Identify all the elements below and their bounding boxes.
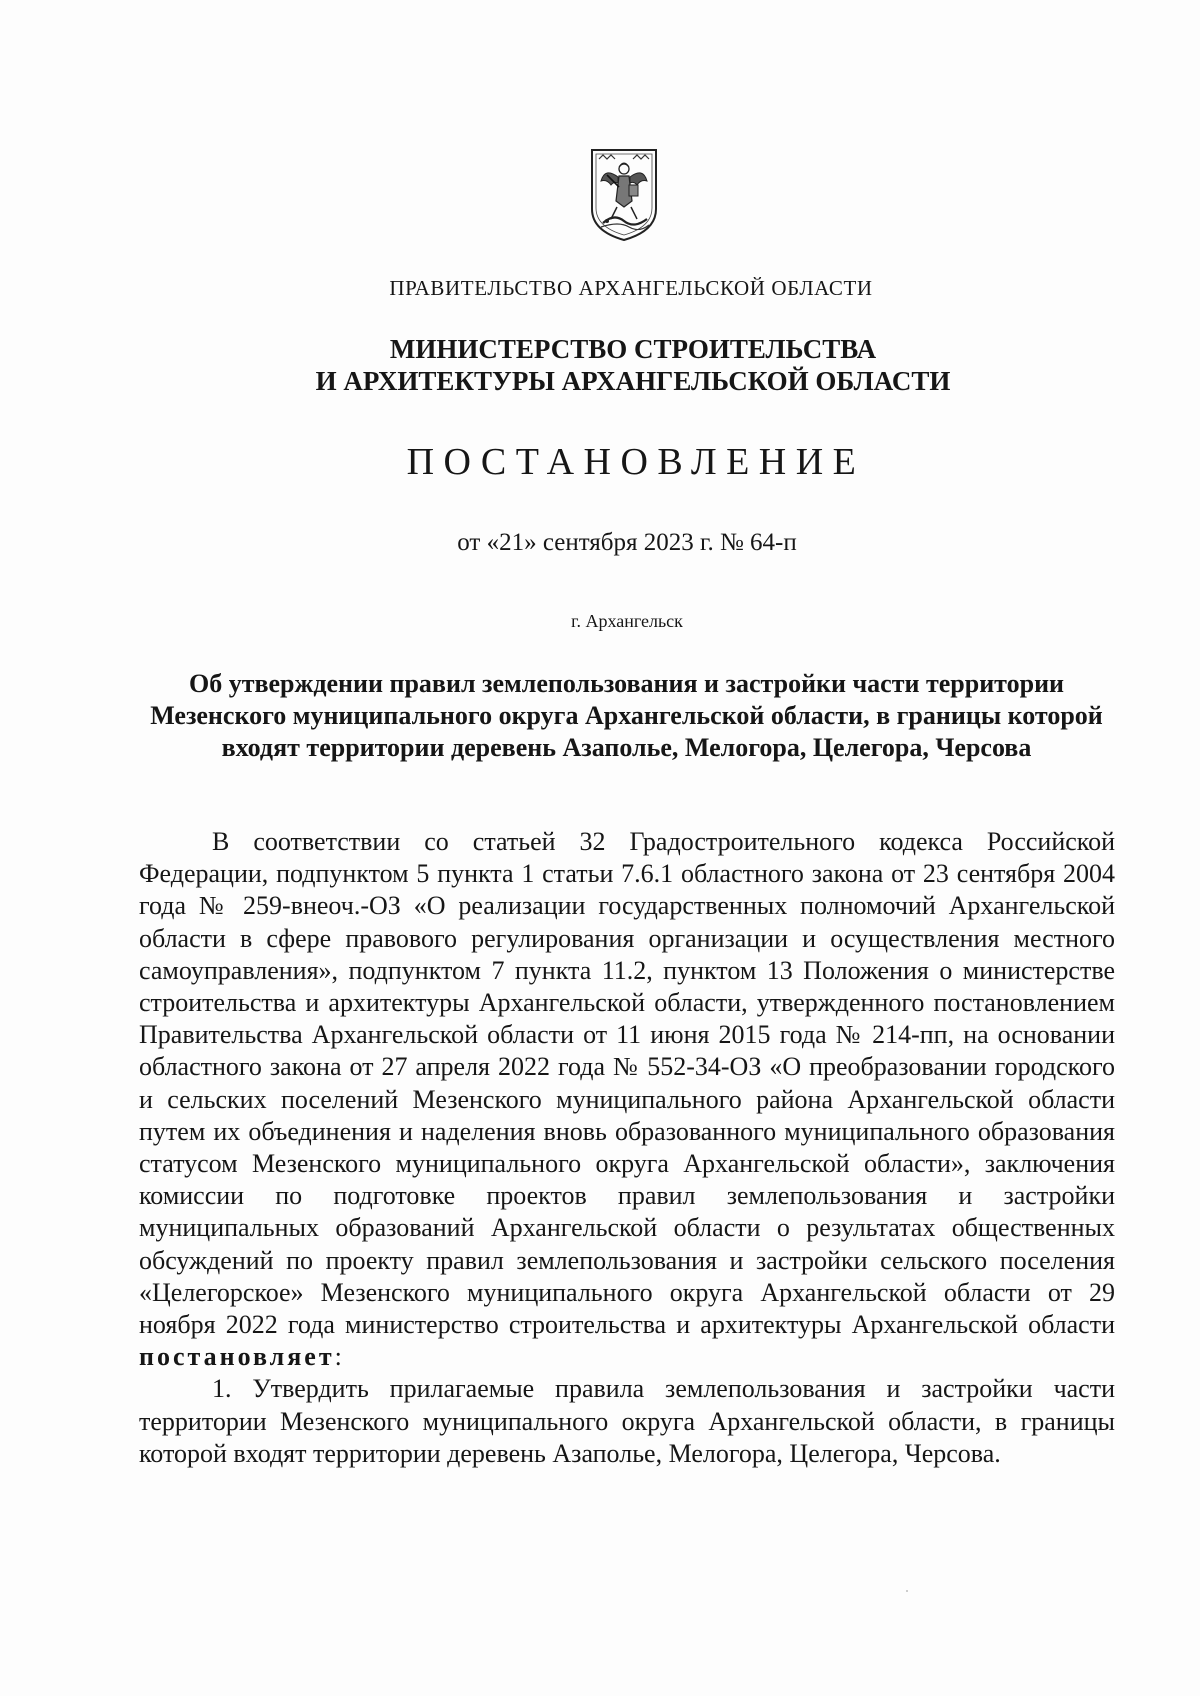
document-type: ПОСТАНОВЛЕНИЕ xyxy=(406,441,866,483)
resolves-word: постановляет xyxy=(139,1342,335,1372)
ministry-name-line-1: МИНИСТЕРСТВО СТРОИТЕЛЬСТВА xyxy=(389,334,877,364)
document-body xyxy=(139,826,1115,1470)
document-city: г. Архангельск xyxy=(571,611,683,631)
ministry-name xyxy=(0,333,1200,397)
coat-of-arms-icon xyxy=(589,147,659,243)
document-date-number: от «21» сентября 2023 г. № 64-п xyxy=(457,529,797,556)
item-1-paragraph: 1. Утвердить прилагаемые правила землепользования и застройки части территории Мезенского муниципального округа Архангельской области, в границы которой входят территории деревень Азаполье, Мелогора, Целегора, Черсова. xyxy=(139,1374,1115,1468)
scan-speck xyxy=(906,1590,908,1592)
resolves-colon: : xyxy=(334,1342,342,1372)
preamble-text: В соответствии со статьей 32 Градостроительного кодекса Российской Федерации, подпунктом 5 пункта 1 статьи 7.6.1 областного закона от 23 сентября 2004 года № 259-внеоч.-ОЗ «О реализации государственных полномочий Архангельской области в сфере правового регулирования организации и осуществления местного самоуправления», подпунктом 7 пункта 11.2, пунктом 13 Положения о министерстве строительства и архитектуры Архангельской области, утвержденного постановлением Правительства Архангельской области от 11 июня 2015 года № 214-пп, на основании областного закона от 27 апреля 2022 года № 552-34-ОЗ «О преобразовании городского и сельских поселений Мезенского муниципального района Архангельской области путем их объединения и наделения вновь образованного муниципального образования статусом Мезенского муниципального округа Архангельской области», заключения комиссии по подготовке проектов правил землепользования и застройки муниципальных образований Архангельской области о результатах общественных обсуждений по проекту правил землепользования и застройки сельского поселения «Целегорское» Мезенского муниципального округа Архангельской области от 29 ноября 2022 года министерство строительства и архитектуры Архангельской области xyxy=(139,827,1115,1340)
document-subject: Об утверждении правил землепользования и застройки части территории Мезенского муниципального округа Архангельской области, в границы которой входят территории деревень Азаполье, Мелогора, Целегора, Черсова xyxy=(150,669,1103,762)
ministry-name-line-2: И АРХИТЕКТУРЫ АРХАНГЕЛЬСКОЙ ОБЛАСТИ xyxy=(315,366,951,396)
preamble-paragraph xyxy=(139,826,1115,1373)
government-name: ПРАВИТЕЛЬСТВО АРХАНГЕЛЬСКОЙ ОБЛАСТИ xyxy=(389,276,873,300)
